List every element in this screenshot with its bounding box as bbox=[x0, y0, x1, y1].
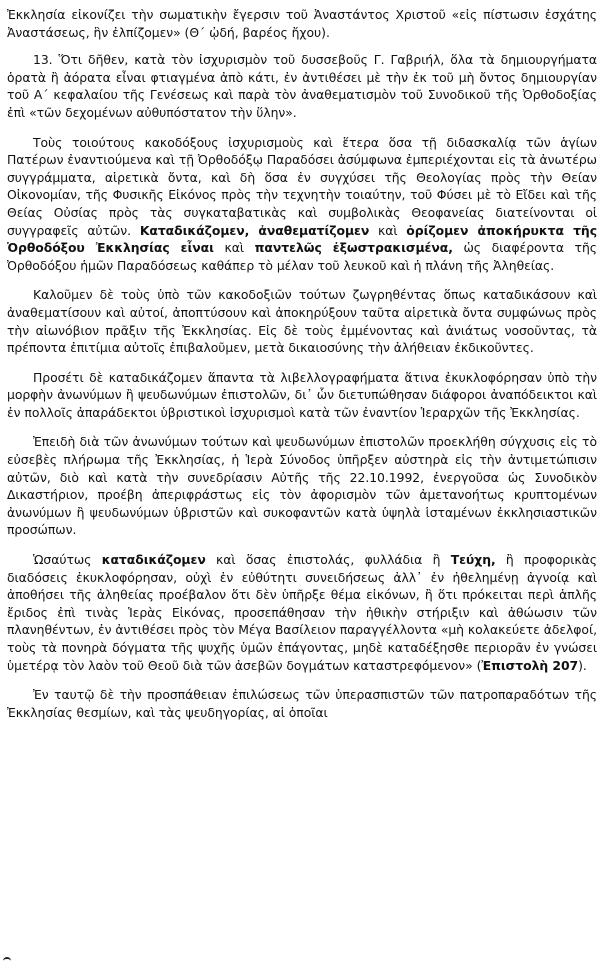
bold-text: παντελῶς ἐξωστρακισμένα, bbox=[254, 240, 453, 256]
paragraph-libels bbox=[7, 369, 597, 422]
bold-text: Καταδικάζομεν, ἀναθεματίζομεν bbox=[139, 222, 370, 238]
text-run: Ὡσαύτως bbox=[33, 552, 102, 568]
text-run: καὶ bbox=[369, 222, 407, 238]
text-run: Ἐκκλησία εἰκονίζει τὴν σωματικὴν ἔγερσιν τοῦ Ἀναστάντος Χριστοῦ «εἰς πίστωσιν ἐσχάτης Ἀναστάσεως, ἣν ἐλπίζομεν» (Θ΄ ᾠδή, βαρέος ἤχου). bbox=[7, 7, 597, 40]
text-run: καὶ bbox=[213, 240, 255, 256]
paragraph-closing bbox=[7, 686, 597, 721]
text-run: ὡς διαφέροντα τῆς Ὀρθοδόξου ἡμῶν Παραδόσεως καθάπερ τὸ μέλαν τοῦ λευκοῦ καὶ ἡ πλάνη τῆς Ἀληθείας. bbox=[7, 240, 597, 273]
paragraph-intro bbox=[7, 6, 597, 41]
paragraph-condemnation bbox=[7, 134, 597, 275]
text-run: Καλοῦμεν δὲ τοὺς ὑπὸ τῶν κακοδοξιῶν τούτων ζωγρηθέντας ὅπως καταδικάσουν καὶ ἀναθεματίσουν καὶ αὐτοί, ἀποπτύσουν καὶ ἀποκηρύξουν ταῦτα αἱρετικὰ ὄντα συμφώνως πρὸς τὴν αἰωνόβιον πρᾶξιν τῆς Ἐκκλησίας. Εἰς δὲ τοὺς ἐμμένοντας καὶ ἀνιάτως νοσοῦντας, τὰ πρέποντα ἐπιτίμια αὐτοῖς ἐπιβαλοῦμεν, μετὰ δικαιοσύνης τὴν ἀλήθειαν ἐκδικοῦντες. bbox=[7, 287, 597, 356]
paragraph-synod bbox=[7, 433, 597, 539]
bold-text: Ἐπιστολὴ 207 bbox=[481, 657, 579, 673]
page-edge-mark bbox=[3, 957, 11, 965]
paragraph-letters bbox=[7, 551, 597, 674]
paragraph-13 bbox=[7, 51, 597, 121]
paragraph-call bbox=[7, 286, 597, 356]
text-run: Τοὺς τοιούτους κακοδόξους ἰσχυρισμοὺς καὶ ἕτερα ὅσα τῇ διδασκαλίᾳ τῶν ἁγίων Πατέρων ἐναντιούμενα καὶ τῇ Ὀρθοδόξῳ Παραδόσει ἀσύμφωνα ἐμπεριέχονται εἰς τὰ ἀνωτέρω συγγράμματα, αἱρετικὰ ὄντα, καὶ δὴ ὅσα ἐν συγχύσει τῆς Θεολογίας πρὸς τὴν Θείαν Οἰκονομίαν, τῆς Φυσικῆς Εἰκόνος πρὸς τὴν τεχνητὴν τοιαύτην, τοῦ Φύσει μὲ τὸ Εἴδει καὶ τῆς Θείας Οὐσίας πρὸς τὰς συγκαταβατικὰς καὶ συμβολικὰς Θεοφανείας διατείνονται οἱ συγγραφεῖς αὐτῶν. bbox=[7, 134, 597, 238]
text-run: 13. Ὅτι δῆθεν, κατὰ τὸν ἰσχυρισμὸν τοῦ δυσσεβοῦς Γ. Γαβριήλ, ὅλα τὰ δημιουργήματα ὁρατὰ ἢ ἀόρατα εἶναι φτιαγμένα ἀπὸ κάτι, ἐν ἀντιθέσει μὲ τὴν ἐκ τοῦ μὴ ὄντος δημιουργίαν τοῦ Α΄ κεφαλαίου τῆς Γενέσεως καὶ παρὰ τὸν ἀναθεματισμὸν τοῦ Συνοδικοῦ τῆς Ὀρθοδοξίας ἐπὶ «τῶν δεχομένων αὐθυπόστατον τὴν ὕλην». bbox=[7, 52, 597, 120]
bold-text: ὁρίζομεν ἀποκήρυκτα τῆς Ὀρθοδόξου Ἐκκλησίας εἶναι bbox=[7, 222, 597, 256]
text-run: καὶ ὅσας ἐπιστολάς, φυλλάδια ἢ bbox=[205, 552, 451, 568]
text-run: ἢ προφορικὰς διαδόσεις ἐκυκλοφόρησαν, οὐχὶ ἐν εὐθύτητι συνειδήσεως ἀλλ᾽ ἐν ἠθελημένῃ ἀγνοίᾳ καὶ ἀποθήσει τῆς ἀληθείας προέβαλον ὅτι δὲν ὑπῆρξε θέμα εἰκόνων, ἢ ὅτι πρόκειται περὶ ἁπλῆς ἔριδος ἐπὶ τινὰς Ἱερὰς Εἰκόνας, προσεπάθησαν τὴν ἠθικὴν στήριξιν καὶ ἀθώωσιν τῶν πλανηθέντων, ἐν ἀντιθέσει πρὸς τὸν Μέγα Βασίλειον παραγγέλλοντα «μὴ κολακεύετε ἀδελφοί, τοὺς τὰ πονηρὰ δόγματα τῆς ψυχῆς ὑμῶν ἐπάγοντας, μηδὲ καταδέξησθε περιορᾶν ἐν γνώσει ὑμετέρᾳ τὸν λαὸν τοῦ Θεοῦ διὰ τῶν ἀσεβῶν δογμάτων καταστρεφόμενον» ( bbox=[7, 552, 597, 673]
text-run: ). bbox=[578, 657, 587, 673]
text-run: Ἐν ταυτῷ δὲ τὴν προσπάθειαν ἐπιλώσεως τῶν ὑπερασπιστῶν τῶν πατροπαραδότων τῆς Ἐκκλησίας θεσμίων, καὶ τὰς ψευδηγορίας, αἱ ὁποῖαι bbox=[7, 687, 597, 720]
text-run: Ἐπειδὴ διὰ τῶν ἀνωνύμων τούτων καὶ ψευδωνύμων ἐπιστολῶν προεκλήθη σύγχυσις εἰς τὸ εὐσεβὲς πλήρωμα τῆς Ἐκκλησίας, ἡ Ἱερὰ Σύνοδος ὑπῆρξεν αὐστηρὰ εἰς τὴν ἀντιμετώπισιν αὐτῶν, διὸ καὶ κατὰ τὴν συνεδρίασιν Αὐτῆς τῆς 22.10.1992, ἐνεργοῦσα ὡς Συνοδικὸν Δικαστήριον, προέβη ἀπεριφράστως εἰς τὸν ἀφορισμὸν τῶν ἀμετανοήτως κρυπτομένων ἀνωνύμων ἢ ψευδωνύμων ὑβριστῶν καὶ συκοφαντῶν κατὰ ὑψηλὰ ἱσταμένων ἐκκλησιαστικῶν προσώπων. bbox=[7, 434, 597, 538]
text-run: Προσέτι δὲ καταδικάζομεν ἅπαντα τὰ λιβελλογραφήματα ἅτινα ἐκυκλοφόρησαν ὑπὸ τὴν μορφὴν ἀνωνύμων ἢ ψευδωνύμων ἐπιστολῶν, δι᾽ ὧν διετυπώθησαν διάφοροι ἀναπόδεικτοι καὶ ἐν πολλοῖς ἀπαράδεκτοι ὑβριστικοὶ ἰσχυρισμοὶ κατὰ τῶν ἐναντίον Ἱεραρχῶν τῆς Ἐκκλησίας. bbox=[7, 369, 597, 420]
bold-text: Τεύχη, bbox=[450, 552, 496, 568]
bold-text: καταδικάζομεν bbox=[101, 552, 206, 568]
